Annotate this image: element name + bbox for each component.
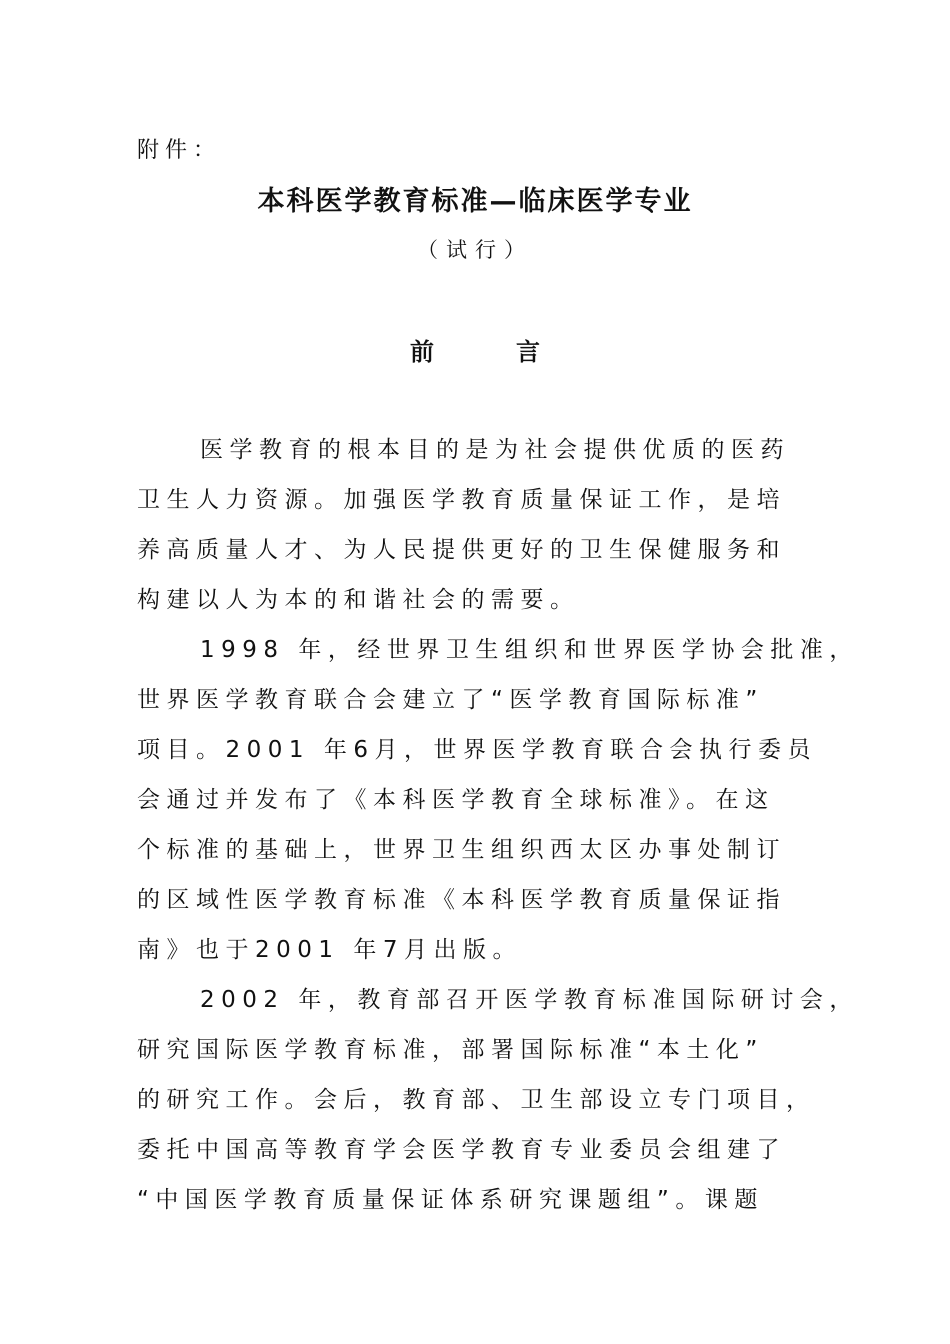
text-line: 养高质量人才、为人民提供更好的卫生保健服务和 xyxy=(137,537,786,563)
text-line: 世界医学教育联合会建立了“医学教育国际标准” xyxy=(137,687,764,713)
section-heading: 前言 xyxy=(410,338,622,366)
text-line: 1998 年，经世界卫生组织和世界医学协会批准， xyxy=(200,637,859,663)
document-subtitle: （试行） xyxy=(417,238,533,262)
text-line: 会通过并发布了《本科医学教育全球标准》。在这 xyxy=(137,787,775,813)
text-line: 构建以人为本的和谐社会的需要。 xyxy=(137,587,580,613)
attachment-label: 附件： xyxy=(137,138,222,163)
text-line: “中国医学教育质量保证体系研究课题组”。课题 xyxy=(137,1187,764,1213)
text-line: 2002 年，教育部召开医学教育标准国际研讨会， xyxy=(200,987,859,1013)
text-line: 委托中国高等教育学会医学教育专业委员会组建了 xyxy=(137,1137,786,1163)
body-text xyxy=(137,430,859,1230)
text-line: 项目。2001 年6月，世界医学教育联合会执行委员 xyxy=(137,737,817,763)
text-line: 南》也于2001 年7月出版。 xyxy=(137,937,522,963)
text-line: 医学教育的根本目的是为社会提供优质的医药 xyxy=(200,437,790,463)
text-line: 卫生人力资源。加强医学教育质量保证工作，是培 xyxy=(137,487,786,513)
document-title: 本科医学教育标准—临床医学专业 xyxy=(257,186,693,217)
text-line: 个标准的基础上，世界卫生组织西太区办事处制订 xyxy=(137,837,786,863)
text-line: 研究国际医学教育标准，部署国际标准“本土化” xyxy=(137,1037,764,1063)
text-line: 的研究工作。会后，教育部、卫生部设立专门项目， xyxy=(137,1087,816,1113)
text-line: 的区域性医学教育标准《本科医学教育质量保证指 xyxy=(137,887,786,913)
